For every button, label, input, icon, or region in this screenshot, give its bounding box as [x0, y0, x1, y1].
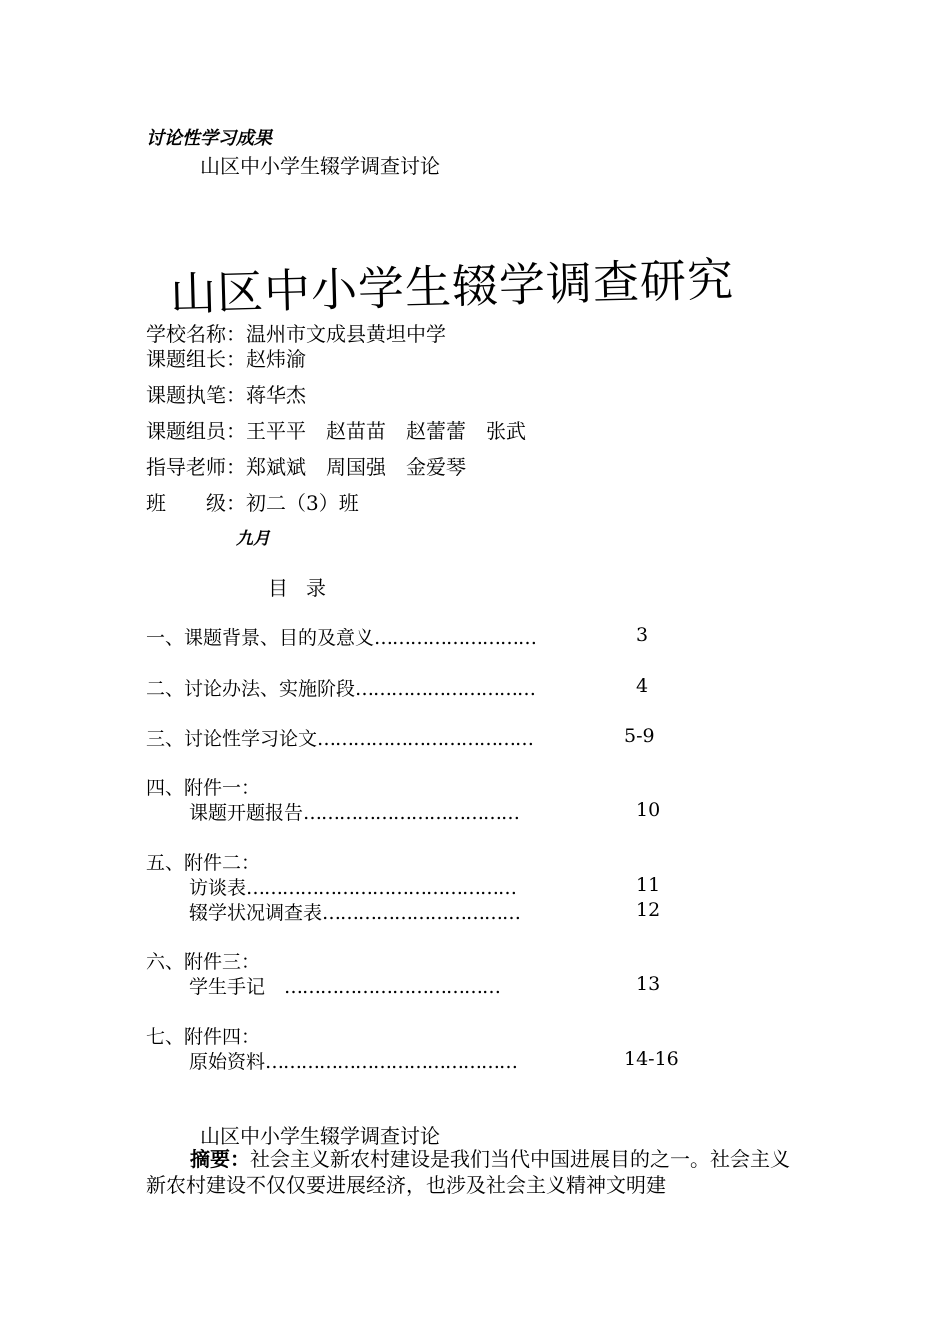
toc-dots: …………………………	[355, 678, 536, 700]
toc-item	[146, 674, 535, 701]
toc-page: 12	[636, 899, 661, 921]
toc-item-label: 访谈表	[189, 877, 247, 899]
toc-dots: ………………………………	[303, 802, 520, 824]
abstract-paragraph	[146, 1146, 796, 1198]
project-members: 课题组员：王平平 赵苗苗 赵蕾蕾 张武	[146, 419, 526, 443]
toc-dots: ……………………………	[322, 902, 521, 924]
toc-item	[189, 898, 520, 925]
toc-page: 4	[636, 675, 649, 697]
toc-dots: ………………………………	[317, 728, 534, 750]
project-advisors: 指导老师：郑斌斌 周国强 金爱琴	[146, 455, 466, 479]
school-name: 学校名称：温州市文成县黄坦中学	[146, 322, 446, 346]
body-title: 山区中小学生辍学调查讨论	[200, 1124, 440, 1148]
document-subtitle: 山区中小学生辍学调查讨论	[200, 154, 440, 178]
toc-item-label: 三、讨论性学习论文	[146, 728, 318, 750]
toc-item	[146, 724, 533, 751]
project-leader: 课题组长：赵炜渝	[146, 347, 306, 371]
toc-item	[189, 1047, 517, 1074]
toc-page: 11	[636, 874, 661, 896]
toc-dots: ………………………………	[284, 976, 501, 998]
toc-section: 七、附件四：	[146, 1026, 261, 1048]
toc-item-label: 学生手记	[189, 976, 285, 998]
toc-item-label: 一、课题背景、目的及意义	[146, 627, 375, 649]
toc-item-label: 二、讨论办法、实施阶段	[146, 678, 356, 700]
toc-dots: ………………………………………	[246, 877, 517, 899]
toc-item	[146, 623, 536, 650]
toc-section: 五、附件二：	[146, 852, 261, 874]
toc-item-label: 辍学状况调查表	[189, 902, 323, 924]
toc-heading: 目录	[268, 576, 344, 600]
toc-section: 四、附件一：	[146, 777, 261, 799]
document-tag: 讨论性学习成果	[146, 128, 272, 149]
toc-section: 六、附件三：	[146, 951, 261, 973]
toc-item-label: 原始资料	[189, 1051, 266, 1073]
toc-page: 3	[636, 624, 649, 646]
toc-item	[189, 873, 516, 900]
toc-item	[189, 798, 519, 825]
toc-dots: ……………………………………	[265, 1051, 518, 1073]
abstract-text: 社会主义新农村建设是我们当代中国进展目的之一。社会主义新农村建设不仅仅要进展经济，也涉及社会主义精神文明建	[146, 1147, 790, 1197]
class-name: 班 级：初二（3）班	[146, 491, 359, 515]
project-writer: 课题执笔：蒋华杰	[146, 383, 306, 407]
toc-dots: ………………………	[374, 627, 537, 649]
cover-title: 山区中小学生辍学调查研究	[169, 252, 735, 321]
toc-page: 5-9	[624, 725, 655, 747]
cover-month: 九月	[236, 529, 270, 549]
abstract-label: 摘要：	[190, 1147, 250, 1171]
toc-page: 14-16	[624, 1048, 679, 1070]
toc-page: 13	[636, 973, 661, 995]
toc-item	[189, 972, 500, 999]
toc-item-label: 课题开题报告	[189, 802, 304, 824]
toc-page: 10	[636, 799, 661, 821]
